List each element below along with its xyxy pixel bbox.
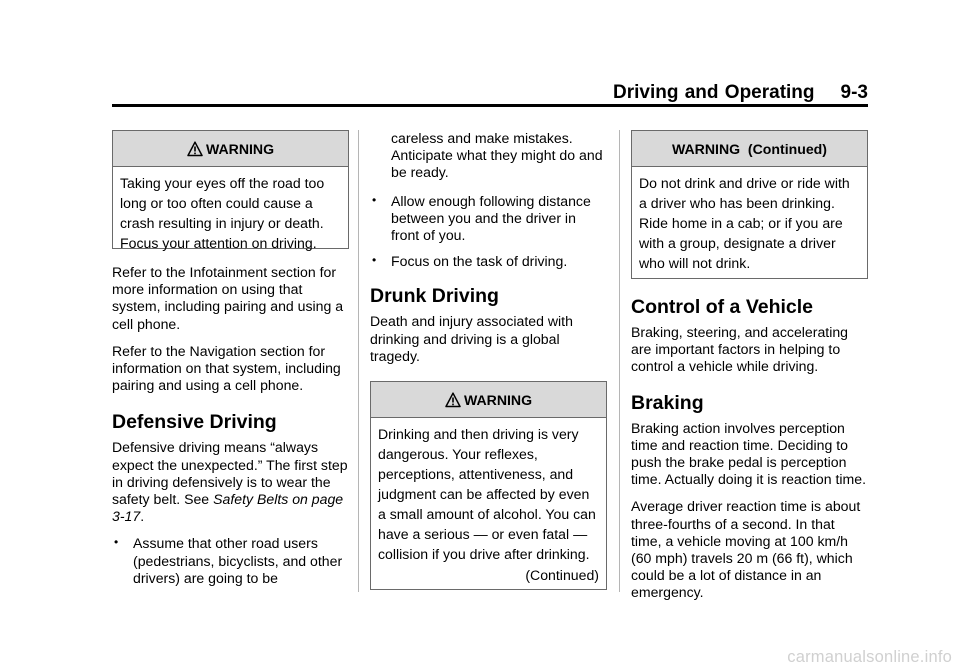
- bullet-list: [112, 535, 349, 587]
- warning-box-eyes: [112, 130, 349, 249]
- cross-reference-link[interactable]: Safety Belts on page 3-17: [112, 491, 344, 525]
- warning-box-drinking: [370, 381, 607, 590]
- warning-box-continued: [631, 130, 868, 279]
- paragraph-reaction-time: Average driver reaction time is about three-fourths of a second. In that time, a vehicle moving at 100 km/h (60 mph) travels 20 m (66 ft), which could be a lot of distance in an emergency.: [631, 498, 861, 601]
- warning-header: [113, 131, 348, 167]
- column-divider-1: [358, 130, 359, 592]
- column-3: [631, 130, 868, 612]
- paragraph-braking: Braking action involves perception time and reaction time. Deciding to push the brake pedal is perception time. Actually doing it is reaction time.: [631, 419, 866, 488]
- bullet-continuation: careless and make mistakes. Anticipate what they might do and be ready.: [391, 130, 603, 181]
- heading-control-of-vehicle: Control of a Vehicle: [631, 296, 814, 318]
- bullet-item: • Assume that other road users (pedestrians, bicyclists, and other drivers) are going to be: [112, 535, 349, 587]
- paragraph-infotainment: Refer to the Infotainment section for more information on using that system, including pairing and using a cell phone.: [112, 264, 344, 332]
- paragraph-end: .: [140, 508, 145, 525]
- paragraph-text: Defensive driving means “always expect the unexpected.” The first step in driving defensively is to wear the safety belt. See: [112, 439, 348, 508]
- page-header: [112, 82, 868, 104]
- bullet-item: • Allow enough following distance between you and the driver in front of you.: [370, 193, 607, 245]
- warning-triangle-icon: [445, 392, 461, 408]
- bullet-item: • Focus on the task of driving.: [370, 253, 607, 270]
- warning-text: Drinking and then driving is very dangerous. Your reflexes, perceptions, attentiveness, and judgment can be affected by even a small amount of alcohol. You can have a serious — or even fatal — collision if you drive after drinking.: [378, 426, 596, 563]
- warning-text: Taking your eyes off the road too long or too often could cause a crash resulting in injury or death. Focus your attention on driving.: [120, 175, 325, 251]
- warning-label: WARNING: [463, 391, 533, 408]
- warning-body: [371, 418, 606, 589]
- paragraph-control: Braking, steering, and accelerating are important factors in helping to control a vehicle while driving.: [631, 324, 849, 375]
- column-2: [370, 130, 607, 590]
- column-divider-2: [619, 130, 620, 592]
- warning-triangle-icon: [187, 141, 203, 157]
- warning-header: WARNING (Continued): [632, 131, 867, 167]
- paragraph-defensive-driving: [112, 439, 349, 525]
- heading-defensive-driving: Defensive Driving: [112, 411, 277, 434]
- paragraph-navigation: Refer to the Navigation section for information on that system, including pairing and using a cell phone.: [112, 342, 341, 394]
- warning-text: Do not drink and drive or ride with a driver who has been drinking. Ride home in a cab; or if you are with a group, designate a driver who will not drink.: [639, 175, 850, 271]
- heading-braking: Braking: [631, 391, 704, 414]
- header-rule: [112, 104, 868, 107]
- page-number: 9-3: [840, 82, 868, 103]
- warning-header: [371, 382, 606, 418]
- heading-drunk-driving: Drunk Driving: [370, 285, 499, 308]
- paragraph-drunk-driving: Death and injury associated with drinking and driving is a global tragedy.: [370, 313, 573, 364]
- warning-label: WARNING: [205, 140, 275, 157]
- section-title: Driving and Operating: [613, 82, 815, 103]
- watermark: carmanualsonline.info: [787, 648, 952, 666]
- bullet-list: [370, 193, 607, 271]
- continued-label: (Continued): [525, 567, 599, 584]
- column-1: [112, 130, 349, 597]
